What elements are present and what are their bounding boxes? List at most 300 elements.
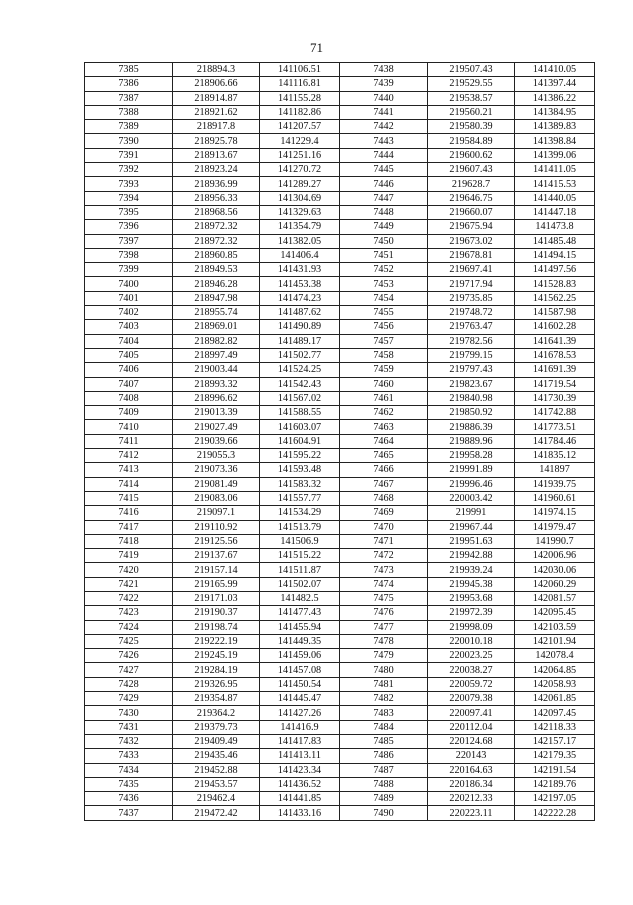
y-coordinate-cell: 141773.51 (515, 420, 595, 434)
x-coordinate-cell: 219967.44 (428, 520, 515, 534)
x-coordinate-cell: 219580.39 (428, 120, 515, 134)
x-coordinate-cell: 219157.14 (173, 563, 260, 577)
y-coordinate-cell: 141583.32 (260, 477, 340, 491)
point-number-cell: 7470 (340, 520, 428, 534)
point-number-cell: 7451 (340, 248, 428, 262)
table-row (85, 606, 595, 620)
point-number-cell: 7425 (85, 634, 173, 648)
table-row (85, 449, 595, 463)
table-row (85, 491, 595, 505)
y-coordinate-cell: 141415.53 (515, 177, 595, 191)
y-coordinate-cell: 142060.29 (515, 577, 595, 591)
x-coordinate-cell: 219951.63 (428, 534, 515, 548)
point-number-cell: 7391 (85, 148, 173, 162)
y-coordinate-cell: 141329.63 (260, 205, 340, 219)
x-coordinate-cell: 219797.43 (428, 363, 515, 377)
x-coordinate-cell: 220097.41 (428, 706, 515, 720)
x-coordinate-cell: 219673.02 (428, 234, 515, 248)
point-number-cell: 7393 (85, 177, 173, 191)
y-coordinate-cell: 141534.29 (260, 506, 340, 520)
table-row (85, 706, 595, 720)
x-coordinate-cell: 219735.85 (428, 291, 515, 305)
table-row (85, 120, 595, 134)
point-number-cell: 7478 (340, 634, 428, 648)
x-coordinate-cell: 218946.28 (173, 277, 260, 291)
point-number-cell: 7389 (85, 120, 173, 134)
table-row (85, 620, 595, 634)
table-row (85, 763, 595, 777)
y-coordinate-cell: 142157.17 (515, 734, 595, 748)
y-coordinate-cell: 141416.9 (260, 720, 340, 734)
y-coordinate-cell: 141389.83 (515, 120, 595, 134)
point-number-cell: 7468 (340, 491, 428, 505)
point-number-cell: 7449 (340, 220, 428, 234)
x-coordinate-cell: 219945.38 (428, 577, 515, 591)
y-coordinate-cell: 142118.33 (515, 720, 595, 734)
table-row (85, 163, 595, 177)
point-number-cell: 7462 (340, 406, 428, 420)
x-coordinate-cell: 219055.3 (173, 449, 260, 463)
x-coordinate-cell: 218960.85 (173, 248, 260, 262)
y-coordinate-cell: 142081.57 (515, 591, 595, 605)
point-number-cell: 7456 (340, 320, 428, 334)
table-row (85, 205, 595, 219)
x-coordinate-cell: 220010.18 (428, 634, 515, 648)
x-coordinate-cell: 219646.75 (428, 191, 515, 205)
point-number-cell: 7396 (85, 220, 173, 234)
x-coordinate-cell: 219850.92 (428, 406, 515, 420)
x-coordinate-cell: 218913.67 (173, 148, 260, 162)
y-coordinate-cell: 141515.22 (260, 549, 340, 563)
point-number-cell: 7454 (340, 291, 428, 305)
point-number-cell: 7427 (85, 663, 173, 677)
point-number-cell: 7404 (85, 334, 173, 348)
point-number-cell: 7443 (340, 134, 428, 148)
x-coordinate-cell: 220212.33 (428, 792, 515, 806)
x-coordinate-cell: 219326.95 (173, 677, 260, 691)
point-number-cell: 7471 (340, 534, 428, 548)
point-number-cell: 7479 (340, 649, 428, 663)
point-number-cell: 7428 (85, 677, 173, 691)
x-coordinate-cell: 219379.73 (173, 720, 260, 734)
y-coordinate-cell: 141455.94 (260, 620, 340, 634)
table-row (85, 277, 595, 291)
x-coordinate-cell: 220124.68 (428, 734, 515, 748)
x-coordinate-cell: 219675.94 (428, 220, 515, 234)
x-coordinate-cell: 219628.7 (428, 177, 515, 191)
point-number-cell: 7460 (340, 377, 428, 391)
table-row (85, 563, 595, 577)
x-coordinate-cell: 218997.49 (173, 348, 260, 362)
point-number-cell: 7447 (340, 191, 428, 205)
point-number-cell: 7467 (340, 477, 428, 491)
point-number-cell: 7469 (340, 506, 428, 520)
point-number-cell: 7488 (340, 777, 428, 791)
y-coordinate-cell: 141485.48 (515, 234, 595, 248)
y-coordinate-cell: 141897 (515, 463, 595, 477)
point-number-cell: 7397 (85, 234, 173, 248)
x-coordinate-cell: 219137.67 (173, 549, 260, 563)
y-coordinate-cell: 141440.05 (515, 191, 595, 205)
y-coordinate-cell: 142061.85 (515, 692, 595, 706)
y-coordinate-cell: 142222.28 (515, 806, 595, 820)
y-coordinate-cell: 141453.38 (260, 277, 340, 291)
table-row (85, 334, 595, 348)
y-coordinate-cell: 141431.93 (260, 263, 340, 277)
x-coordinate-cell: 218906.66 (173, 77, 260, 91)
y-coordinate-cell: 142006.96 (515, 549, 595, 563)
point-number-cell: 7423 (85, 606, 173, 620)
x-coordinate-cell: 219717.94 (428, 277, 515, 291)
table-row (85, 806, 595, 820)
x-coordinate-cell: 219600.62 (428, 148, 515, 162)
y-coordinate-cell: 142103.59 (515, 620, 595, 634)
y-coordinate-cell: 141502.07 (260, 577, 340, 591)
table-row (85, 591, 595, 605)
point-number-cell: 7487 (340, 763, 428, 777)
point-number-cell: 7386 (85, 77, 173, 91)
x-coordinate-cell: 219660.07 (428, 205, 515, 219)
point-number-cell: 7433 (85, 749, 173, 763)
y-coordinate-cell: 141417.83 (260, 734, 340, 748)
y-coordinate-cell: 141678.53 (515, 348, 595, 362)
y-coordinate-cell: 141835.12 (515, 449, 595, 463)
table-row (85, 734, 595, 748)
x-coordinate-cell: 219782.56 (428, 334, 515, 348)
table-row (85, 291, 595, 305)
y-coordinate-cell: 141528.83 (515, 277, 595, 291)
y-coordinate-cell: 141595.22 (260, 449, 340, 463)
x-coordinate-cell: 220223.11 (428, 806, 515, 820)
y-coordinate-cell: 141399.06 (515, 148, 595, 162)
point-number-cell: 7446 (340, 177, 428, 191)
point-number-cell: 7418 (85, 534, 173, 548)
x-coordinate-cell: 218936.99 (173, 177, 260, 191)
y-coordinate-cell: 142064.85 (515, 663, 595, 677)
point-number-cell: 7398 (85, 248, 173, 262)
table-row (85, 692, 595, 706)
point-number-cell: 7415 (85, 491, 173, 505)
table-row (85, 749, 595, 763)
x-coordinate-cell: 219190.37 (173, 606, 260, 620)
point-number-cell: 7464 (340, 434, 428, 448)
y-coordinate-cell: 141487.62 (260, 306, 340, 320)
x-coordinate-cell: 220112.04 (428, 720, 515, 734)
point-number-cell: 7482 (340, 692, 428, 706)
point-number-cell: 7465 (340, 449, 428, 463)
point-number-cell: 7438 (340, 63, 428, 77)
y-coordinate-cell: 141604.91 (260, 434, 340, 448)
table-row (85, 520, 595, 534)
y-coordinate-cell: 141502.77 (260, 348, 340, 362)
y-coordinate-cell: 141542.43 (260, 377, 340, 391)
y-coordinate-cell: 141524.25 (260, 363, 340, 377)
table-row (85, 306, 595, 320)
point-number-cell: 7395 (85, 205, 173, 219)
y-coordinate-cell: 141691.39 (515, 363, 595, 377)
x-coordinate-cell: 219039.66 (173, 434, 260, 448)
table-row (85, 406, 595, 420)
table-row (85, 463, 595, 477)
y-coordinate-cell: 141436.52 (260, 777, 340, 791)
x-coordinate-cell: 220023.25 (428, 649, 515, 663)
table-row (85, 434, 595, 448)
x-coordinate-cell: 219538.57 (428, 91, 515, 105)
point-number-cell: 7399 (85, 263, 173, 277)
x-coordinate-cell: 219245.19 (173, 649, 260, 663)
y-coordinate-cell: 141719.54 (515, 377, 595, 391)
y-coordinate-cell: 141979.47 (515, 520, 595, 534)
x-coordinate-cell: 218972.32 (173, 220, 260, 234)
table-row (85, 677, 595, 691)
y-coordinate-cell: 141182.86 (260, 105, 340, 119)
y-coordinate-cell: 141413.11 (260, 749, 340, 763)
table-row (85, 792, 595, 806)
point-number-cell: 7394 (85, 191, 173, 205)
point-number-cell: 7401 (85, 291, 173, 305)
x-coordinate-cell: 219763.47 (428, 320, 515, 334)
y-coordinate-cell: 141730.39 (515, 391, 595, 405)
point-number-cell: 7414 (85, 477, 173, 491)
x-coordinate-cell: 219409.49 (173, 734, 260, 748)
y-coordinate-cell: 141557.77 (260, 491, 340, 505)
x-coordinate-cell: 219799.15 (428, 348, 515, 362)
y-coordinate-cell: 141489.17 (260, 334, 340, 348)
y-coordinate-cell: 141473.8 (515, 220, 595, 234)
table-row (85, 720, 595, 734)
x-coordinate-cell: 218923.24 (173, 163, 260, 177)
y-coordinate-cell: 142179.35 (515, 749, 595, 763)
point-number-cell: 7413 (85, 463, 173, 477)
y-coordinate-cell: 141939.75 (515, 477, 595, 491)
x-coordinate-cell: 219452.88 (173, 763, 260, 777)
table-row (85, 634, 595, 648)
y-coordinate-cell: 141410.05 (515, 63, 595, 77)
y-coordinate-cell: 141354.79 (260, 220, 340, 234)
table-row (85, 549, 595, 563)
x-coordinate-cell: 218914.87 (173, 91, 260, 105)
y-coordinate-cell: 142097.45 (515, 706, 595, 720)
y-coordinate-cell: 141397.44 (515, 77, 595, 91)
point-number-cell: 7485 (340, 734, 428, 748)
x-coordinate-cell: 219435.46 (173, 749, 260, 763)
point-number-cell: 7407 (85, 377, 173, 391)
y-coordinate-cell: 141974.15 (515, 506, 595, 520)
point-number-cell: 7387 (85, 91, 173, 105)
point-number-cell: 7475 (340, 591, 428, 605)
y-coordinate-cell: 141441.85 (260, 792, 340, 806)
x-coordinate-cell: 218947.98 (173, 291, 260, 305)
y-coordinate-cell: 141588.55 (260, 406, 340, 420)
point-number-cell: 7437 (85, 806, 173, 820)
x-coordinate-cell: 219998.09 (428, 620, 515, 634)
x-coordinate-cell: 218949.53 (173, 263, 260, 277)
y-coordinate-cell: 141398.84 (515, 134, 595, 148)
x-coordinate-cell: 219560.21 (428, 105, 515, 119)
y-coordinate-cell: 142197.05 (515, 792, 595, 806)
point-number-cell: 7480 (340, 663, 428, 677)
point-number-cell: 7448 (340, 205, 428, 219)
x-coordinate-cell: 220079.38 (428, 692, 515, 706)
y-coordinate-cell: 141289.27 (260, 177, 340, 191)
y-coordinate-cell: 141116.81 (260, 77, 340, 91)
point-number-cell: 7486 (340, 749, 428, 763)
table-row (85, 91, 595, 105)
table-row (85, 63, 595, 77)
x-coordinate-cell: 219889.96 (428, 434, 515, 448)
y-coordinate-cell: 141562.25 (515, 291, 595, 305)
table-row (85, 420, 595, 434)
point-number-cell: 7424 (85, 620, 173, 634)
table-row (85, 191, 595, 205)
point-number-cell: 7489 (340, 792, 428, 806)
x-coordinate-cell: 218972.32 (173, 234, 260, 248)
point-number-cell: 7481 (340, 677, 428, 691)
y-coordinate-cell: 141427.26 (260, 706, 340, 720)
y-coordinate-cell: 141494.15 (515, 248, 595, 262)
x-coordinate-cell: 218969.01 (173, 320, 260, 334)
y-coordinate-cell: 141207.57 (260, 120, 340, 134)
point-number-cell: 7473 (340, 563, 428, 577)
y-coordinate-cell: 141106.51 (260, 63, 340, 77)
table-row (85, 506, 595, 520)
y-coordinate-cell: 141784.46 (515, 434, 595, 448)
point-number-cell: 7392 (85, 163, 173, 177)
table-row (85, 148, 595, 162)
table-row (85, 77, 595, 91)
y-coordinate-cell: 141411.05 (515, 163, 595, 177)
point-number-cell: 7429 (85, 692, 173, 706)
x-coordinate-cell: 219529.55 (428, 77, 515, 91)
point-number-cell: 7411 (85, 434, 173, 448)
point-number-cell: 7484 (340, 720, 428, 734)
x-coordinate-cell: 219996.46 (428, 477, 515, 491)
y-coordinate-cell: 141602.28 (515, 320, 595, 334)
y-coordinate-cell: 141960.61 (515, 491, 595, 505)
coordinates-table-body (85, 63, 595, 821)
point-number-cell: 7412 (85, 449, 173, 463)
x-coordinate-cell: 218955.74 (173, 306, 260, 320)
y-coordinate-cell: 141567.02 (260, 391, 340, 405)
point-number-cell: 7409 (85, 406, 173, 420)
x-coordinate-cell: 218968.56 (173, 205, 260, 219)
x-coordinate-cell: 219748.72 (428, 306, 515, 320)
table-row (85, 577, 595, 591)
y-coordinate-cell: 141155.28 (260, 91, 340, 105)
y-coordinate-cell: 141447.18 (515, 205, 595, 219)
y-coordinate-cell: 141382.05 (260, 234, 340, 248)
point-number-cell: 7455 (340, 306, 428, 320)
table-row (85, 777, 595, 791)
x-coordinate-cell: 219171.03 (173, 591, 260, 605)
table-row (85, 320, 595, 334)
table-row (85, 391, 595, 405)
y-coordinate-cell: 141251.16 (260, 148, 340, 162)
x-coordinate-cell: 219097.1 (173, 506, 260, 520)
y-coordinate-cell: 142095.45 (515, 606, 595, 620)
x-coordinate-cell: 219840.98 (428, 391, 515, 405)
point-number-cell: 7408 (85, 391, 173, 405)
x-coordinate-cell: 220059.72 (428, 677, 515, 691)
x-coordinate-cell: 219125.56 (173, 534, 260, 548)
x-coordinate-cell: 219013.39 (173, 406, 260, 420)
y-coordinate-cell: 141506.9 (260, 534, 340, 548)
x-coordinate-cell: 219027.49 (173, 420, 260, 434)
point-number-cell: 7476 (340, 606, 428, 620)
x-coordinate-cell: 219472.42 (173, 806, 260, 820)
table-row (85, 234, 595, 248)
x-coordinate-cell: 219972.39 (428, 606, 515, 620)
point-number-cell: 7477 (340, 620, 428, 634)
x-coordinate-cell: 219823.67 (428, 377, 515, 391)
y-coordinate-cell: 141990.7 (515, 534, 595, 548)
x-coordinate-cell: 220038.27 (428, 663, 515, 677)
point-number-cell: 7390 (85, 134, 173, 148)
y-coordinate-cell: 141587.98 (515, 306, 595, 320)
coordinates-table (84, 62, 595, 821)
point-number-cell: 7403 (85, 320, 173, 334)
y-coordinate-cell: 141386.22 (515, 91, 595, 105)
point-number-cell: 7466 (340, 463, 428, 477)
x-coordinate-cell: 219991.89 (428, 463, 515, 477)
point-number-cell: 7420 (85, 563, 173, 577)
page-number: 71 (310, 40, 323, 55)
y-coordinate-cell: 142191.54 (515, 763, 595, 777)
point-number-cell: 7463 (340, 420, 428, 434)
table-row (85, 363, 595, 377)
x-coordinate-cell: 219991 (428, 506, 515, 520)
point-number-cell: 7410 (85, 420, 173, 434)
point-number-cell: 7419 (85, 549, 173, 563)
x-coordinate-cell: 219284.19 (173, 663, 260, 677)
x-coordinate-cell: 219073.36 (173, 463, 260, 477)
y-coordinate-cell: 141433.16 (260, 806, 340, 820)
point-number-cell: 7445 (340, 163, 428, 177)
table-row (85, 477, 595, 491)
point-number-cell: 7416 (85, 506, 173, 520)
x-coordinate-cell: 218917.8 (173, 120, 260, 134)
point-number-cell: 7444 (340, 148, 428, 162)
x-coordinate-cell: 219886.39 (428, 420, 515, 434)
x-coordinate-cell: 219507.43 (428, 63, 515, 77)
point-number-cell: 7406 (85, 363, 173, 377)
y-coordinate-cell: 141603.07 (260, 420, 340, 434)
y-coordinate-cell: 141384.95 (515, 105, 595, 119)
y-coordinate-cell: 141742.88 (515, 406, 595, 420)
y-coordinate-cell: 141457.08 (260, 663, 340, 677)
y-coordinate-cell: 141229.4 (260, 134, 340, 148)
x-coordinate-cell: 220143 (428, 749, 515, 763)
x-coordinate-cell: 218925.78 (173, 134, 260, 148)
table-row (85, 134, 595, 148)
y-coordinate-cell: 141449.35 (260, 634, 340, 648)
table-row (85, 663, 595, 677)
table-row (85, 649, 595, 663)
x-coordinate-cell: 219453.57 (173, 777, 260, 791)
x-coordinate-cell: 219678.81 (428, 248, 515, 262)
y-coordinate-cell: 141641.39 (515, 334, 595, 348)
point-number-cell: 7436 (85, 792, 173, 806)
x-coordinate-cell: 219222.19 (173, 634, 260, 648)
y-coordinate-cell: 141482.5 (260, 591, 340, 605)
point-number-cell: 7472 (340, 549, 428, 563)
y-coordinate-cell: 141593.48 (260, 463, 340, 477)
x-coordinate-cell: 219939.24 (428, 563, 515, 577)
point-number-cell: 7457 (340, 334, 428, 348)
y-coordinate-cell: 141459.06 (260, 649, 340, 663)
x-coordinate-cell: 219607.43 (428, 163, 515, 177)
point-number-cell: 7435 (85, 777, 173, 791)
